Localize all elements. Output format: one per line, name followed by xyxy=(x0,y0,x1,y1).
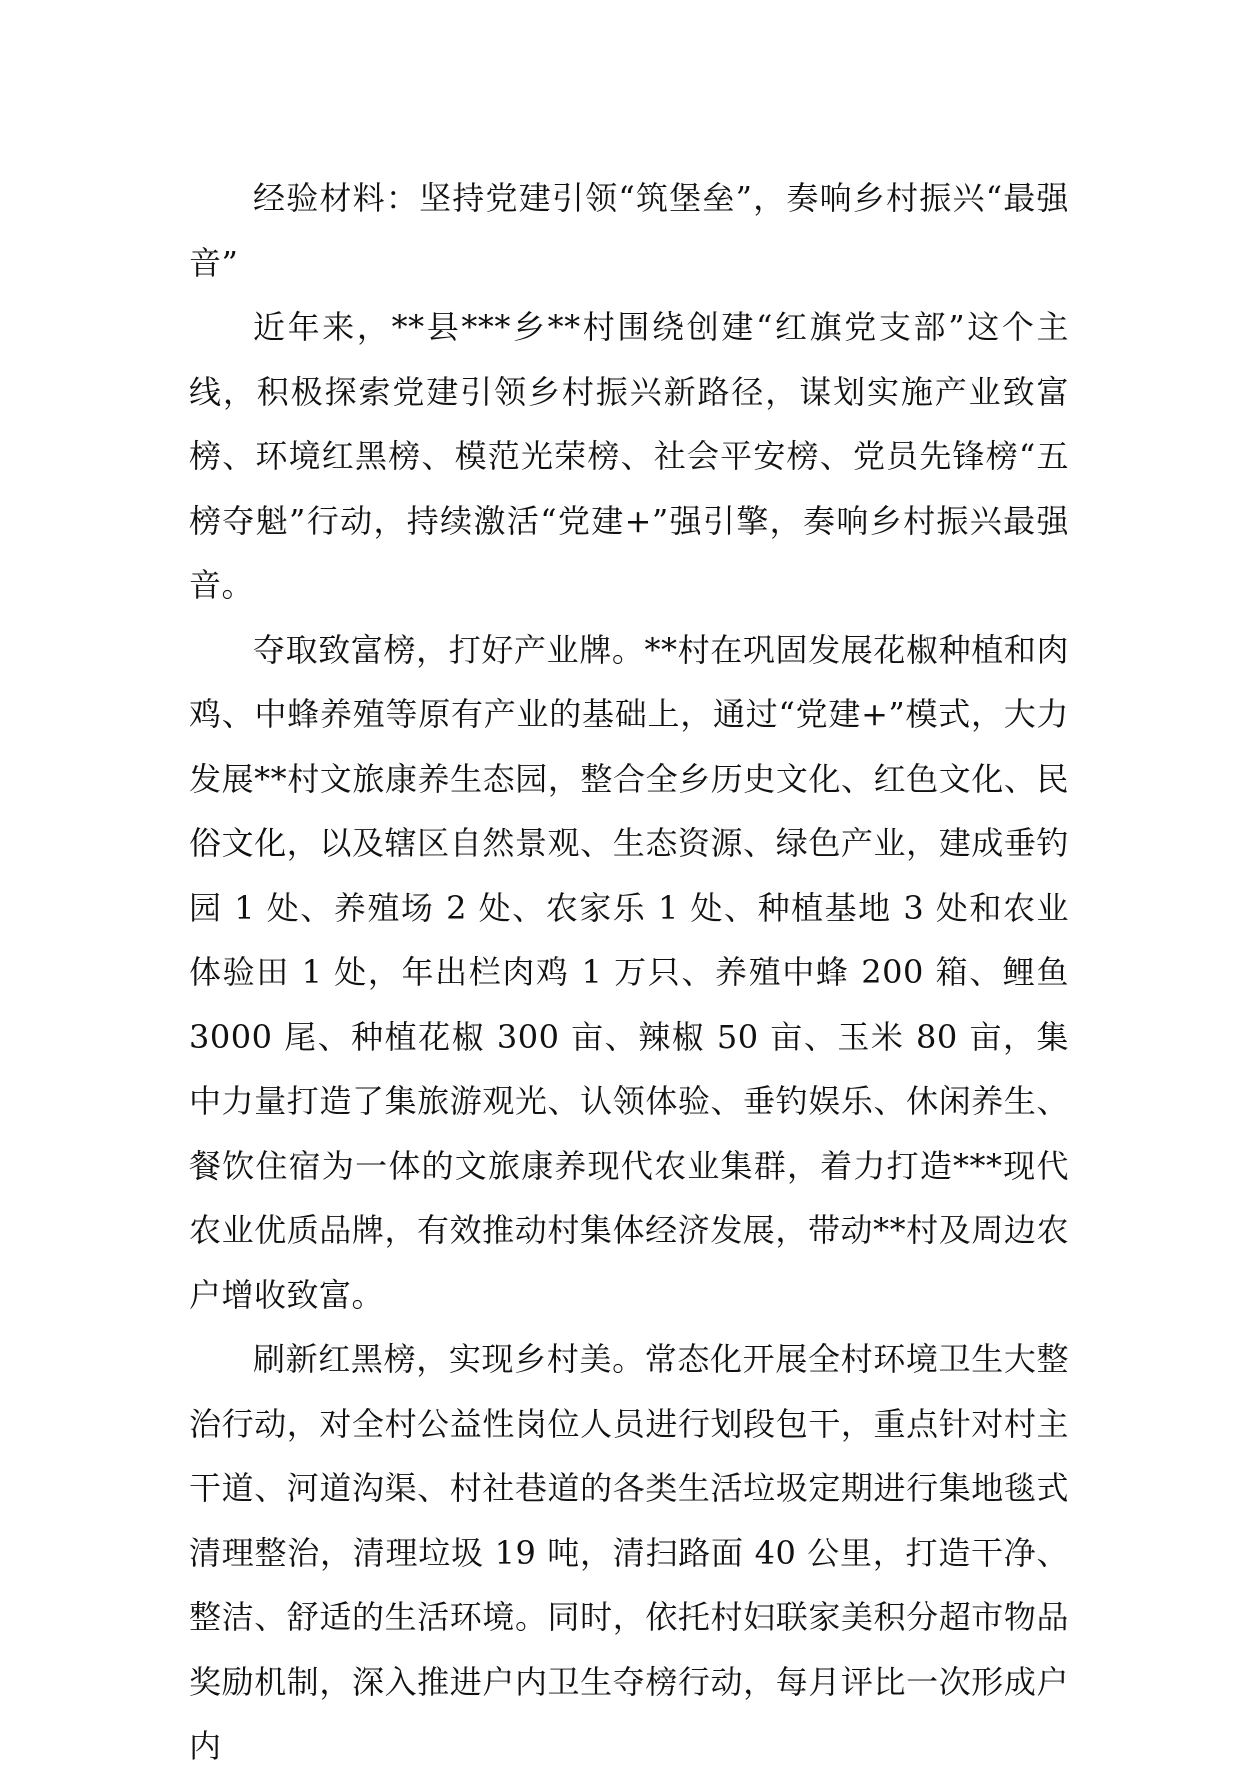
document-title: 经验材料：坚持党建引领“筑堡垒”，奏响乡村振兴“最强音” xyxy=(189,179,1069,282)
paragraph-environment: 刷新红黑榜，实现乡村美。常态化开展全村环境卫生大整治行动，对全村公益性岗位人员进行划段包干，重点针对村主干道、河道沟渠、村社巷道的各类生活垃圾定期进行集地毯式清理整治，清理垃圾 19 吨，清扫路面 40 公里，打造干净、整洁、舒适的生活环境。同时，依托村妇联家美积分超市物品奖励机制，深入推进户内卫生夺榜行动，每月评比一次形成户内 xyxy=(189,1340,1069,1765)
document-body xyxy=(189,166,1069,1779)
paragraph-intro: 近年来，**县***乡**村围绕创建“红旗党支部”这个主线，积极探索党建引领乡村振兴新路径，谋划实施产业致富榜、环境红黑榜、模范光荣榜、社会平安榜、党员先锋榜“五榜夺魁”行动，持续激活“党建+”强引擎，奏响乡村振兴最强音。 xyxy=(189,308,1069,604)
paragraph-industry: 夺取致富榜，打好产业牌。**村在巩固发展花椒种植和肉鸡、中蜂养殖等原有产业的基础上，通过“党建+”模式，大力发展**村文旅康养生态园，整合全乡历史文化、红色文化、民俗文化，以及辖区自然景观、生态资源、绿色产业，建成垂钓园 1 处、养殖场 2 处、农家乐 1 处、种植基地 3 处和农业体验田 1 处，年出栏肉鸡 1 万只、养殖中蜂 200 箱、鲤鱼 3000 尾、种植花椒 300 亩、辣椒 50 亩、玉米 80 亩，集中力量打造了集旅游观光、认领体验、垂钓娱乐、休闲养生、餐饮住宿为一体的文旅康养现代农业集群，着力打造***现代农业优质品牌，有效推动村集体经济发展，带动**村及周边农户增收致富。 xyxy=(189,630,1069,1314)
